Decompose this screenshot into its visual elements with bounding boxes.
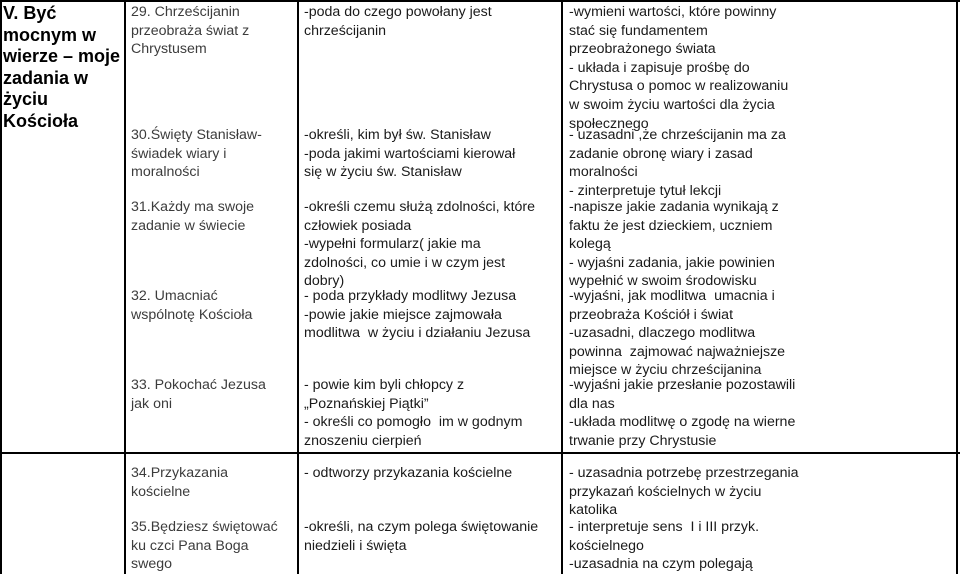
content-34: - odtworzy przykazania kościelne — [304, 465, 513, 481]
requirements-35: - interpretuje sens I i III przyk. kościelnego -uzasadnia na czym polegają — [569, 519, 760, 573]
content-30: -określi, kim był św. Stanisław -poda jakimi wartościami kierował się w życiu św. Stanisław — [304, 127, 516, 181]
requirements-31: -napisze jakie zadania wynikają z faktu że jest dzieckiem, uczniem kolegą - wyjaśni zadania, jakie powinien wypełnić w swoim środowisku — [569, 199, 779, 290]
column-divider-2 — [297, 0, 299, 574]
requirements-33: -wyjaśni jakie przesłanie pozostawili dla nas -układa modlitwę o zgodę na wierne trwanie przy Chrystusie — [569, 377, 796, 449]
column-divider-1 — [124, 0, 126, 574]
topic-32: 32. Umacniać wspólnotę Kościoła — [131, 288, 253, 323]
content-31: -określi czemu służą zdolności, które człowiek posiada -wypełni formularz( jakie ma zdolności, co umie i w czym jest dobry) — [304, 199, 536, 290]
requirements-34: - uzasadnia potrzebę przestrzegania przykazań kościelnych w życiu katolika — [569, 465, 799, 519]
requirements-30: - uzasadni ,że chrześcijanin ma za zadanie obronę wiary i zasad moralności - zinterpretuje tytuł lekcji — [569, 127, 786, 199]
requirements-29: -wymieni wartości, które powinny stać się fundamentem przeobrażonego świata - układa i zapisuje prośbę do Chrystusa o pomoc w realizowaniu w swoim życiu wartości dla życia społecznego — [569, 4, 789, 132]
column-divider-3 — [561, 0, 563, 574]
topic-31: 31.Każdy ma swoje zadanie w świecie — [131, 199, 255, 234]
topic-35: 35.Będziesz świętować ku czci Pana Boga swego — [131, 519, 278, 573]
requirements-32: -wyjaśni, jak modlitwa umacnia i przeobraża Kościół i świat -uzasadni, dlaczego modlitwa powinna zajmować najważniejsze miejsce w życiu chrześcijanina — [569, 288, 786, 379]
column-divider-4 — [956, 0, 958, 574]
content-33: - powie kim byli chłopcy z „Poznańskiej Piątki” - określi co pomogło im w godnym znoszeniu cierpień — [304, 377, 523, 449]
section-bottom-border — [0, 452, 960, 454]
section-title: V. Być mocnym w wierze – moje zadania w życiu Kościoła — [3, 3, 121, 131]
topic-29: 29. Chrześcijanin przeobraża świat z Chrystusem — [131, 4, 250, 58]
topic-33: 33. Pokochać Jezusa jak oni — [131, 377, 266, 412]
table-left-border — [0, 0, 2, 574]
content-35: -określi, na czym polega świętowanie niedzieli i święta — [304, 519, 539, 554]
content-29: -poda do czego powołany jest chrześcijanin — [304, 4, 492, 39]
content-32: - poda przykłady modlitwy Jezusa -powie jakie miejsce zajmowała modlitwa w życiu i działaniu Jezusa — [304, 288, 531, 342]
topic-30: 30.Święty Stanisław- świadek wiary i moralności — [131, 127, 262, 181]
table-top-border — [0, 0, 960, 2]
topic-34: 34.Przykazania kościelne — [131, 465, 228, 500]
